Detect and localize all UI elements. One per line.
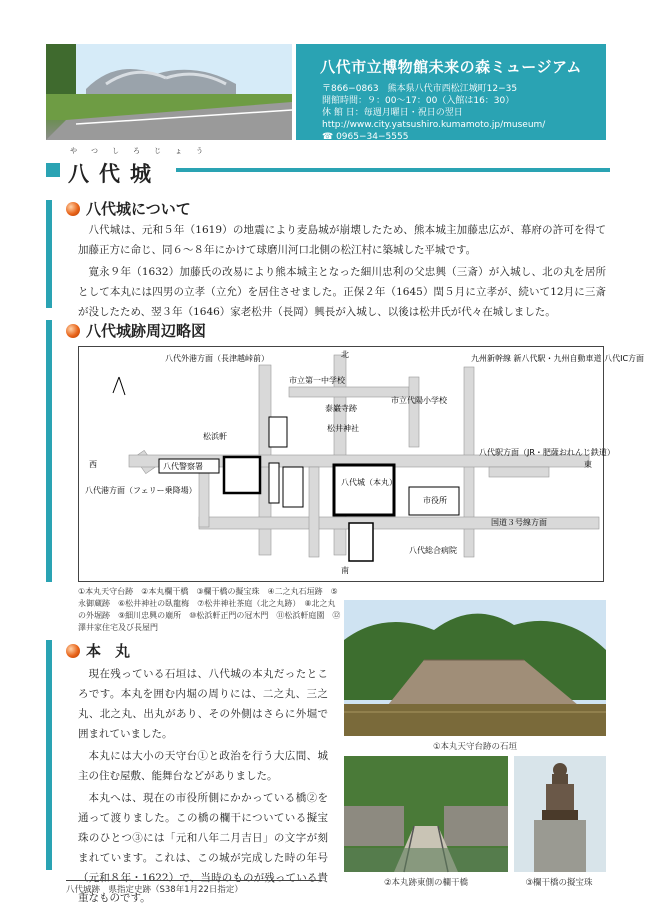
orange-bullet-icon [66, 202, 80, 216]
museum-building-photo [46, 44, 292, 140]
honmaru-paragraph-2: 本丸には大小の天守台①と政治を行う大広間、城主の住む屋敷、能舞台などがありました。 [78, 750, 328, 782]
museum-name: 八代市立博物館未来の森ミュージアム [320, 58, 582, 76]
about-paragraph-1: 八代城は、元和５年（1619）の地震により麦島城が崩壊したため、熊本城主加藤忠広が、幕府の許可を得て加藤正方に命じ、同６〜８年にかけて球磨川河口北側の松江村に築城した平城です。 [78, 224, 606, 256]
map-school2: 市立代陽小学校 [391, 396, 447, 405]
museum-phone: ☎ 0965−34−5555 [322, 132, 409, 142]
section-heading-about: 八代城について [66, 198, 191, 219]
page-title-ruby: やつしろじょう [70, 147, 217, 155]
map-to-nagasaki: 八代外港方面（長津越峠前） [165, 354, 269, 363]
map-castle: 八代城（本丸） [341, 478, 397, 487]
map-temple: 泰巌寺跡 [325, 404, 357, 413]
page-title-row [46, 147, 610, 186]
title-marker-icon [46, 163, 60, 177]
map-city-office: 市役所 [423, 496, 447, 505]
map-to-station: 八代駅方面（JR・肥薩おれんじ鉄道） [479, 448, 615, 457]
map-school1: 市立第一中学校 [289, 376, 345, 385]
map-south: 南 [341, 566, 349, 575]
map-legend: ①本丸天守台跡 ②本丸欄干橋 ③欄干橋の擬宝珠 ④二之丸石垣跡 ⑤永御蔵跡 ⑥松井神社の臥龍梅 ⑦松井神社茶庭（北之丸跡） ⑧北之丸の外堀跡 ⑨細川忠興の廟所 ⑩松浜軒正門の冠木門 ⑪松浜軒庭園 ⑫澤井家住宅及び長屋門 [78, 587, 341, 632]
section-heading-honmaru: 本丸 [66, 640, 144, 661]
museum-info-box [296, 44, 606, 140]
bridge-photo [344, 756, 508, 872]
photo3-caption: ③欄干橋の擬宝珠 [525, 878, 593, 888]
section-side-bar [46, 640, 52, 870]
map-east: 東 [584, 460, 592, 469]
map-hospital: 八代総合病院 [409, 546, 457, 555]
title-rule [176, 168, 610, 172]
museum-address: 〒866−0863 熊本県八代市西松江城町12−35 [322, 84, 518, 94]
museum-closed-days: 休 館 日：毎週月曜日・祝日の翌日 [322, 108, 463, 118]
map-police: 八代警察署 [163, 462, 203, 471]
section-side-bar [46, 320, 52, 582]
orange-bullet-icon [66, 324, 80, 338]
museum-hours: 開館時間：９：00〜17：00（入館は16：30） [322, 96, 515, 106]
footer-note: 八代城跡 県指定史跡（S38年1月22日指定） [66, 880, 322, 895]
map-shrine: 松井神社 [327, 424, 359, 433]
about-paragraph-2: 寛永９年（1632）加藤氏の改易により熊本城主となった細川忠利の父忠興（三斎）が入城し、北の丸を居所として本丸には四男の立孝（立允）を居住させました。正保２年（1645）閏５月に立孝が、続いて12月に三斎が没したため、翌３年（1646）家老松井（長岡）興長が入城し、以後は松井氏が代々在城しました。 [78, 266, 606, 318]
photo1-caption: ①本丸天守台跡の石垣 [432, 742, 518, 752]
museum-url[interactable]: http://www.city.yatsushiro.kumamoto.jp/museum/ [322, 120, 546, 130]
orange-bullet-icon [66, 644, 80, 658]
honmaru-paragraph-3: 本丸へは、現在の市役所側にかかっている橋②を通って渡りました。この橋の欄干についている擬宝珠のひとつ③には「元和八年二月吉日」の文字が刻まれています。これは、この城が完成した時の年号（元和８年・1622）で、当時のものが残っている貴重なものです。 [78, 792, 328, 904]
map-to-port: 八代港方面（フェリー乗降場） [85, 486, 197, 495]
map-to-kyushu: 九州新幹線 新八代駅・九州自動車道 八代IC方面 [471, 354, 645, 363]
map-north: 北 [341, 350, 349, 359]
map-route3: 国道３号線方面 [491, 518, 547, 527]
page-title: 八代城 [68, 161, 161, 186]
castle-area-map [78, 346, 645, 582]
honmaru-stone-wall-photo [344, 600, 606, 736]
photo2-caption: ②本丸跡東側の欄干橋 [383, 878, 469, 888]
map-west: 西 [89, 460, 97, 469]
section-side-bar [46, 200, 52, 308]
museum-header [46, 44, 606, 140]
section-heading-map: 八代城跡周辺略図 [66, 320, 206, 341]
giboshi-photo [514, 756, 606, 872]
honmaru-paragraph-1: 現在残っている石垣は、八代城の本丸だったところです。本丸を囲む内堀の周りには、二之丸、三之丸、北之丸、出丸があり、その外側はさらに外堀で囲まれていました。 [78, 668, 328, 740]
map-shokenken: 松浜軒 [203, 432, 227, 441]
